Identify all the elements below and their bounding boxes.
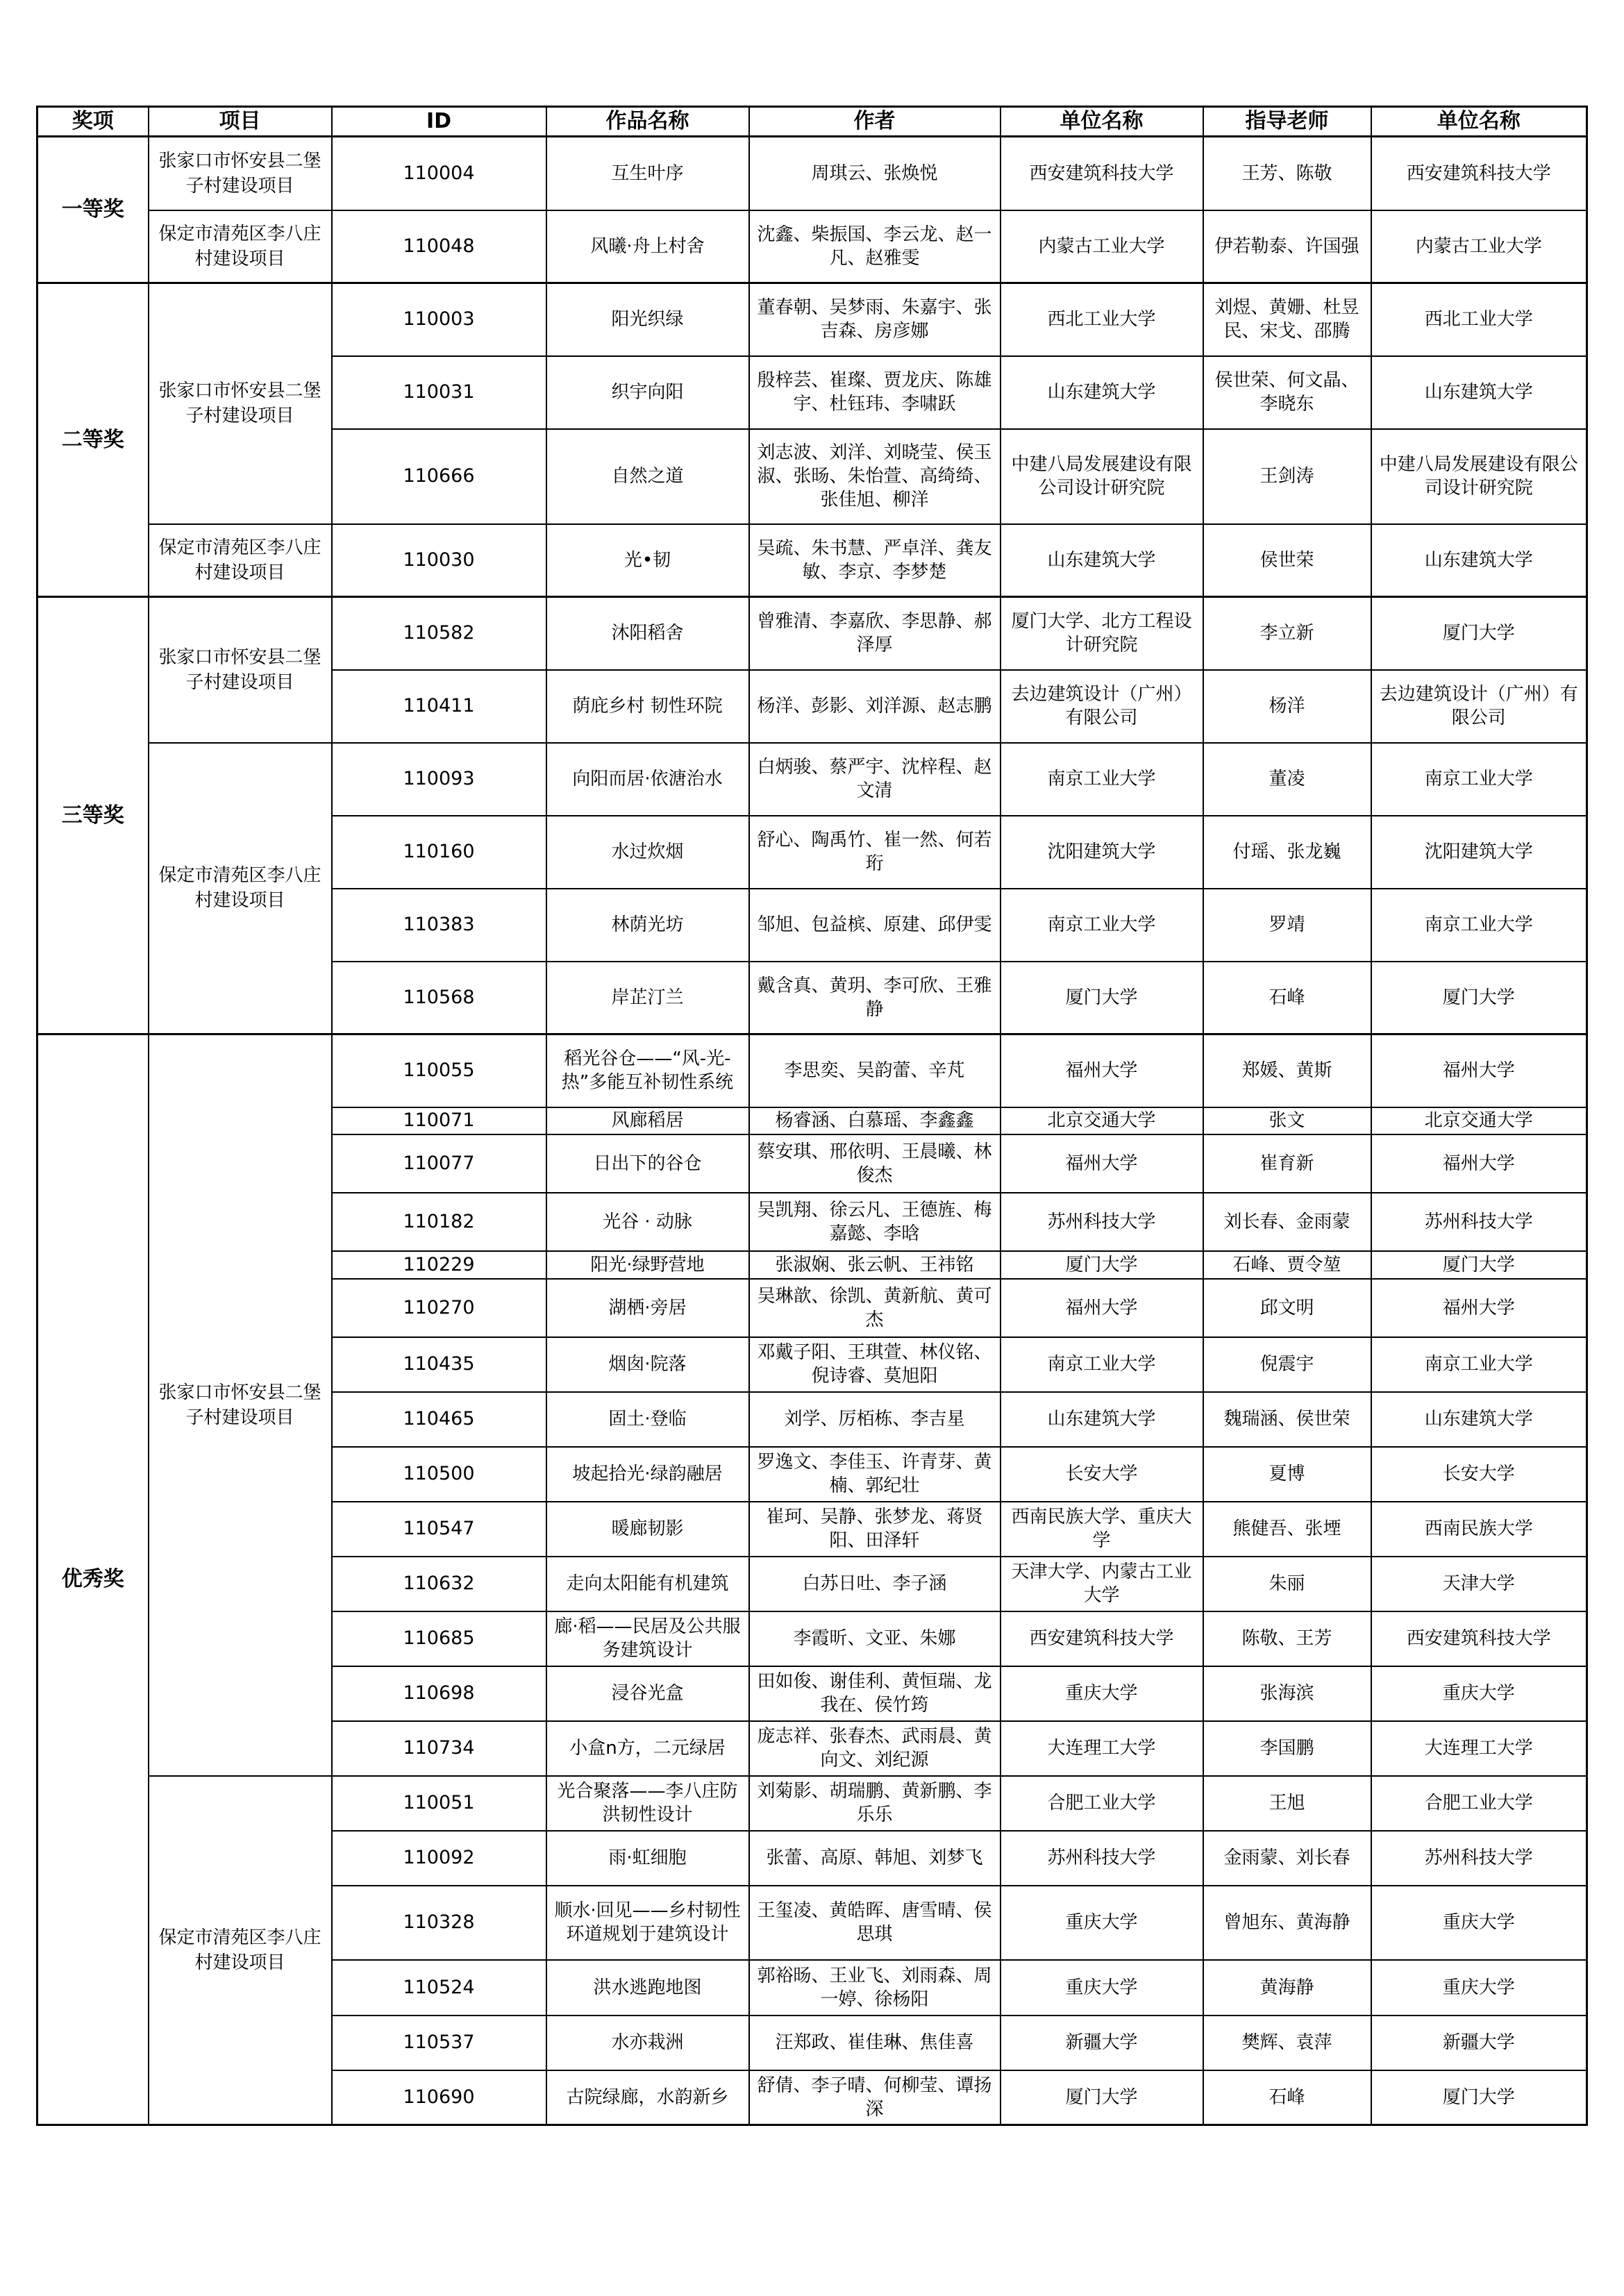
authors-cell: 罗逸文、李佳玉、许青芽、黄楠、郭纪壮	[749, 1447, 1001, 1502]
authors-cell: 张淑娴、张云帆、王祎铭	[749, 1251, 1001, 1279]
project-cell: 张家口市怀安县二堡子村建设项目	[149, 283, 332, 524]
advisor-cell: 张文	[1203, 1107, 1371, 1134]
header-authors: 作者	[749, 107, 1001, 137]
award-cell: 一等奖	[37, 137, 149, 283]
table-row	[37, 137, 1587, 210]
advisor-unit-cell: 长安大学	[1371, 1447, 1587, 1502]
unit-cell: 去边建筑设计（广州）有限公司	[1001, 670, 1203, 743]
authors-cell: 张蕾、高原、韩旭、刘梦飞	[749, 1831, 1001, 1886]
id-cell: 110568	[332, 962, 546, 1034]
project-cell: 张家口市怀安县二堡子村建设项目	[149, 597, 332, 743]
authors-cell: 舒心、陶禹竹、崔一然、何若珩	[749, 816, 1001, 889]
advisor-cell: 熊健吾、张堙	[1203, 1502, 1371, 1557]
award-cell: 优秀奖	[37, 1034, 149, 2125]
advisor-cell: 黄海静	[1203, 1960, 1371, 2016]
title-cell: 沐阳稻舍	[546, 597, 749, 670]
unit-cell: 福州大学	[1001, 1034, 1203, 1107]
authors-cell: 吴琳歆、徐凯、黄新航、黄可杰	[749, 1279, 1001, 1337]
id-cell: 110093	[332, 743, 546, 816]
advisor-unit-cell: 南京工业大学	[1371, 743, 1587, 816]
authors-cell: 邹旭、包益槟、原建、邱伊雯	[749, 889, 1001, 962]
title-cell: 浸谷光盒	[546, 1666, 749, 1721]
id-cell: 110160	[332, 816, 546, 889]
advisor-cell: 石峰、贾令堃	[1203, 1251, 1371, 1279]
unit-cell: 长安大学	[1001, 1447, 1203, 1502]
title-cell: 走向太阳能有机建筑	[546, 1557, 749, 1611]
advisor-cell: 侯世荣、何文晶、李晓东	[1203, 356, 1371, 429]
unit-cell: 西南民族大学、重庆大学	[1001, 1502, 1203, 1557]
title-cell: 风廊稻居	[546, 1107, 749, 1134]
project-cell: 张家口市怀安县二堡子村建设项目	[149, 137, 332, 210]
authors-cell: 董春朝、吴梦雨、朱嘉宇、张吉森、房彦娜	[749, 283, 1001, 356]
table-row	[37, 743, 1587, 816]
advisor-unit-cell: 重庆大学	[1371, 1960, 1587, 2016]
advisor-unit-cell: 西安建筑科技大学	[1371, 137, 1587, 210]
advisor-cell: 张海滨	[1203, 1666, 1371, 1721]
advisor-unit-cell: 天津大学	[1371, 1557, 1587, 1611]
title-cell: 互生叶序	[546, 137, 749, 210]
authors-cell: 刘志波、刘洋、刘晓莹、侯玉淑、张旸、朱怡萱、高绮绮、张佳旭、柳洋	[749, 429, 1001, 524]
advisor-cell: 朱丽	[1203, 1557, 1371, 1611]
authors-cell: 邓戴子阳、王琪萱、林仪铭、倪诗睿、莫旭阳	[749, 1337, 1001, 1392]
authors-cell: 王玺凌、黄皓晖、唐雪晴、侯思琪	[749, 1886, 1001, 1960]
unit-cell: 合肥工业大学	[1001, 1776, 1203, 1831]
award-group	[37, 597, 1587, 1034]
unit-cell: 西安建筑科技大学	[1001, 137, 1203, 210]
id-cell: 110030	[332, 524, 546, 597]
title-cell: 小盒n方，二元绿居	[546, 1721, 749, 1776]
authors-cell: 郭裕旸、王业飞、刘雨森、周一婷、徐杨阳	[749, 1960, 1001, 2016]
header-unit: 单位名称	[1001, 107, 1203, 137]
advisor-unit-cell: 福州大学	[1371, 1279, 1587, 1337]
advisor-unit-cell: 厦门大学	[1371, 2070, 1587, 2125]
header-row	[37, 107, 1587, 137]
advisor-unit-cell: 南京工业大学	[1371, 1337, 1587, 1392]
unit-cell: 天津大学、内蒙古工业大学	[1001, 1557, 1203, 1611]
advisor-cell: 刘长春、金雨蒙	[1203, 1193, 1371, 1251]
advisor-unit-cell: 福州大学	[1371, 1134, 1587, 1193]
title-cell: 岸芷汀兰	[546, 962, 749, 1034]
advisor-unit-cell: 沈阳建筑大学	[1371, 816, 1587, 889]
project-cell: 保定市清苑区李八庄村建设项目	[149, 743, 332, 1034]
authors-cell: 戴含真、黄玥、李可欣、王雅静	[749, 962, 1001, 1034]
authors-cell: 白炳骏、蔡严宇、沈梓程、赵文清	[749, 743, 1001, 816]
authors-cell: 刘菊影、胡瑞鹏、黄新鹏、李乐乐	[749, 1776, 1001, 1831]
id-cell: 110698	[332, 1666, 546, 1721]
authors-cell: 李霞昕、文亚、朱娜	[749, 1611, 1001, 1666]
advisor-cell: 董凌	[1203, 743, 1371, 816]
unit-cell: 大连理工大学	[1001, 1721, 1203, 1776]
id-cell: 110435	[332, 1337, 546, 1392]
advisor-unit-cell: 北京交通大学	[1371, 1107, 1587, 1134]
unit-cell: 重庆大学	[1001, 1666, 1203, 1721]
id-cell: 110055	[332, 1034, 546, 1107]
id-cell: 110383	[332, 889, 546, 962]
title-cell: 顺水·回见——乡村韧性环道规划于建筑设计	[546, 1886, 749, 1960]
awards-table	[36, 106, 1588, 2126]
title-cell: 荫庇乡村 韧性环院	[546, 670, 749, 743]
advisor-cell: 付瑶、张龙巍	[1203, 816, 1371, 889]
project-cell: 张家口市怀安县二堡子村建设项目	[149, 1034, 332, 1776]
advisor-cell: 金雨蒙、刘长春	[1203, 1831, 1371, 1886]
title-cell: 阳光·绿野营地	[546, 1251, 749, 1279]
id-cell: 110500	[332, 1447, 546, 1502]
advisor-unit-cell: 南京工业大学	[1371, 889, 1587, 962]
authors-cell: 沈鑫、柴振国、李云龙、赵一凡、赵雅雯	[749, 210, 1001, 283]
table-row	[37, 210, 1587, 283]
unit-cell: 新疆大学	[1001, 2016, 1203, 2070]
advisor-cell: 杨洋	[1203, 670, 1371, 743]
table-header	[37, 107, 1587, 137]
title-cell: 雨·虹细胞	[546, 1831, 749, 1886]
advisor-cell: 石峰	[1203, 962, 1371, 1034]
advisor-cell: 罗靖	[1203, 889, 1371, 962]
project-cell: 保定市清苑区李八庄村建设项目	[149, 210, 332, 283]
id-cell: 110048	[332, 210, 546, 283]
id-cell: 110685	[332, 1611, 546, 1666]
title-cell: 日出下的谷仓	[546, 1134, 749, 1193]
advisor-unit-cell: 内蒙古工业大学	[1371, 210, 1587, 283]
table-row	[37, 524, 1587, 597]
unit-cell: 沈阳建筑大学	[1001, 816, 1203, 889]
authors-cell: 汪郑政、崔佳琳、焦佳喜	[749, 2016, 1001, 2070]
title-cell: 林荫光坊	[546, 889, 749, 962]
advisor-cell: 崔育新	[1203, 1134, 1371, 1193]
id-cell: 110003	[332, 283, 546, 356]
title-cell: 织宇向阳	[546, 356, 749, 429]
authors-cell: 周琪云、张焕悦	[749, 137, 1001, 210]
authors-cell: 白苏日吐、李子涵	[749, 1557, 1001, 1611]
unit-cell: 南京工业大学	[1001, 743, 1203, 816]
header-award: 奖项	[37, 107, 149, 137]
unit-cell: 南京工业大学	[1001, 1337, 1203, 1392]
authors-cell: 杨睿涵、白慕瑶、李鑫鑫	[749, 1107, 1001, 1134]
project-cell: 保定市清苑区李八庄村建设项目	[149, 1776, 332, 2125]
table-row	[37, 1034, 1587, 1107]
unit-cell: 苏州科技大学	[1001, 1193, 1203, 1251]
authors-cell: 李思奕、吴韵蕾、辛芃	[749, 1034, 1001, 1107]
title-cell: 光谷 · 动脉	[546, 1193, 749, 1251]
header-advisor-unit: 单位名称	[1371, 107, 1587, 137]
advisor-cell: 李立新	[1203, 597, 1371, 670]
advisor-unit-cell: 山东建筑大学	[1371, 356, 1587, 429]
authors-cell: 刘学、厉栢栋、李吉星	[749, 1392, 1001, 1447]
id-cell: 110547	[332, 1502, 546, 1557]
award-group	[37, 1034, 1587, 2125]
advisor-unit-cell: 山东建筑大学	[1371, 524, 1587, 597]
authors-cell: 吴疏、朱书慧、严卓洋、龚友敏、李京、李梦楚	[749, 524, 1001, 597]
unit-cell: 西安建筑科技大学	[1001, 1611, 1203, 1666]
title-cell: 古院绿廊，水韵新乡	[546, 2070, 749, 2125]
advisor-unit-cell: 厦门大学	[1371, 962, 1587, 1034]
advisor-unit-cell: 苏州科技大学	[1371, 1193, 1587, 1251]
advisor-cell: 王旭	[1203, 1776, 1371, 1831]
advisor-cell: 陈敬、王芳	[1203, 1611, 1371, 1666]
id-cell: 110690	[332, 2070, 546, 2125]
authors-cell: 田如俊、谢佳利、黄恒瑞、龙我在、侯竹筠	[749, 1666, 1001, 1721]
award-group	[37, 137, 1587, 283]
title-cell: 自然之道	[546, 429, 749, 524]
title-cell: 阳光织绿	[546, 283, 749, 356]
id-cell: 110524	[332, 1960, 546, 2016]
id-cell: 110182	[332, 1193, 546, 1251]
advisor-cell: 侯世荣	[1203, 524, 1371, 597]
table-row	[37, 283, 1587, 356]
title-cell: 坡起拾光·绿韵融居	[546, 1447, 749, 1502]
title-cell: 稻光谷仓——“风-光-热”多能互补韧性系统	[546, 1034, 749, 1107]
table-row	[37, 597, 1587, 670]
award-group	[37, 283, 1587, 597]
title-cell: 向阳而居·依溏治水	[546, 743, 749, 816]
advisor-unit-cell: 西安建筑科技大学	[1371, 1611, 1587, 1666]
table-row	[37, 1776, 1587, 1831]
id-cell: 110092	[332, 1831, 546, 1886]
header-project: 项目	[149, 107, 332, 137]
unit-cell: 厦门大学	[1001, 962, 1203, 1034]
advisor-cell: 刘煜、黄姗、杜昱民、宋戈、邵腾	[1203, 283, 1371, 356]
unit-cell: 福州大学	[1001, 1134, 1203, 1193]
title-cell: 湖栖·旁居	[546, 1279, 749, 1337]
authors-cell: 庞志祥、张春杰、武雨晨、黄向文、刘纪源	[749, 1721, 1001, 1776]
title-cell: 风曦·舟上村舍	[546, 210, 749, 283]
title-cell: 光合聚落——李八庄防洪韧性设计	[546, 1776, 749, 1831]
id-cell: 110229	[332, 1251, 546, 1279]
advisor-cell: 王芳、陈敬	[1203, 137, 1371, 210]
advisor-cell: 魏瑞涵、侯世荣	[1203, 1392, 1371, 1447]
id-cell: 110666	[332, 429, 546, 524]
id-cell: 110071	[332, 1107, 546, 1134]
title-cell: 固土·登临	[546, 1392, 749, 1447]
advisor-cell: 王剑涛	[1203, 429, 1371, 524]
id-cell: 110734	[332, 1721, 546, 1776]
id-cell: 110465	[332, 1392, 546, 1447]
id-cell: 110077	[332, 1134, 546, 1193]
advisor-cell: 倪震宇	[1203, 1337, 1371, 1392]
unit-cell: 重庆大学	[1001, 1960, 1203, 2016]
header-advisor: 指导老师	[1203, 107, 1371, 137]
title-cell: 水亦栽洲	[546, 2016, 749, 2070]
title-cell: 廊·稻——民居及公共服务建筑设计	[546, 1611, 749, 1666]
advisor-cell: 石峰	[1203, 2070, 1371, 2125]
unit-cell: 内蒙古工业大学	[1001, 210, 1203, 283]
unit-cell: 福州大学	[1001, 1279, 1203, 1337]
title-cell: 光•韧	[546, 524, 749, 597]
title-cell: 暖廊韧影	[546, 1502, 749, 1557]
advisor-unit-cell: 福州大学	[1371, 1034, 1587, 1107]
authors-cell: 殷梓芸、崔璨、贾龙庆、陈雄宇、杜钰玮、李啸跃	[749, 356, 1001, 429]
unit-cell: 重庆大学	[1001, 1886, 1203, 1960]
advisor-unit-cell: 大连理工大学	[1371, 1721, 1587, 1776]
advisor-cell: 樊辉、袁萍	[1203, 2016, 1371, 2070]
advisor-unit-cell: 重庆大学	[1371, 1666, 1587, 1721]
advisor-unit-cell: 苏州科技大学	[1371, 1831, 1587, 1886]
advisor-unit-cell: 去边建筑设计（广州）有限公司	[1371, 670, 1587, 743]
unit-cell: 南京工业大学	[1001, 889, 1203, 962]
award-cell: 三等奖	[37, 597, 149, 1034]
header-title: 作品名称	[546, 107, 749, 137]
authors-cell: 曾雅清、李嘉欣、李思静、郝泽厚	[749, 597, 1001, 670]
id-cell: 110328	[332, 1886, 546, 1960]
unit-cell: 山东建筑大学	[1001, 356, 1203, 429]
advisor-cell: 曾旭东、黄海静	[1203, 1886, 1371, 1960]
id-cell: 110582	[332, 597, 546, 670]
authors-cell: 崔珂、吴静、张梦龙、蒋贤阳、田泽轩	[749, 1502, 1001, 1557]
advisor-unit-cell: 西南民族大学	[1371, 1502, 1587, 1557]
unit-cell: 苏州科技大学	[1001, 1831, 1203, 1886]
project-cell: 保定市清苑区李八庄村建设项目	[149, 524, 332, 597]
authors-cell: 吴凯翔、徐云凡、王德旌、梅嘉懿、李晗	[749, 1193, 1001, 1251]
unit-cell: 厦门大学	[1001, 2070, 1203, 2125]
id-cell: 110411	[332, 670, 546, 743]
authors-cell: 杨洋、彭影、刘洋源、赵志鹏	[749, 670, 1001, 743]
unit-cell: 中建八局发展建设有限公司设计研究院	[1001, 429, 1203, 524]
id-cell: 110031	[332, 356, 546, 429]
advisor-cell: 夏博	[1203, 1447, 1371, 1502]
id-cell: 110004	[332, 137, 546, 210]
id-cell: 110632	[332, 1557, 546, 1611]
advisor-cell: 郑媛、黄斯	[1203, 1034, 1371, 1107]
advisor-unit-cell: 山东建筑大学	[1371, 1392, 1587, 1447]
unit-cell: 山东建筑大学	[1001, 524, 1203, 597]
advisor-unit-cell: 厦门大学	[1371, 597, 1587, 670]
unit-cell: 西北工业大学	[1001, 283, 1203, 356]
award-cell: 二等奖	[37, 283, 149, 597]
id-cell: 110537	[332, 2016, 546, 2070]
unit-cell: 山东建筑大学	[1001, 1392, 1203, 1447]
advisor-unit-cell: 西北工业大学	[1371, 283, 1587, 356]
advisor-cell: 伊若勒泰、许国强	[1203, 210, 1371, 283]
id-cell: 110051	[332, 1776, 546, 1831]
advisor-unit-cell: 中建八局发展建设有限公司设计研究院	[1371, 429, 1587, 524]
title-cell: 水过炊烟	[546, 816, 749, 889]
unit-cell: 厦门大学、北方工程设计研究院	[1001, 597, 1203, 670]
advisor-cell: 邱文明	[1203, 1279, 1371, 1337]
advisor-cell: 李国鹏	[1203, 1721, 1371, 1776]
unit-cell: 厦门大学	[1001, 1251, 1203, 1279]
unit-cell: 北京交通大学	[1001, 1107, 1203, 1134]
title-cell: 烟囱·院落	[546, 1337, 749, 1392]
title-cell: 洪水逃跑地图	[546, 1960, 749, 2016]
authors-cell: 蔡安琪、邢依明、王晨曦、林俊杰	[749, 1134, 1001, 1193]
advisor-unit-cell: 合肥工业大学	[1371, 1776, 1587, 1831]
advisor-unit-cell: 厦门大学	[1371, 1251, 1587, 1279]
authors-cell: 舒倩、李子晴、何柳莹、谭扬深	[749, 2070, 1001, 2125]
advisor-unit-cell: 新疆大学	[1371, 2016, 1587, 2070]
advisor-unit-cell: 重庆大学	[1371, 1886, 1587, 1960]
header-id: ID	[332, 107, 546, 137]
id-cell: 110270	[332, 1279, 546, 1337]
